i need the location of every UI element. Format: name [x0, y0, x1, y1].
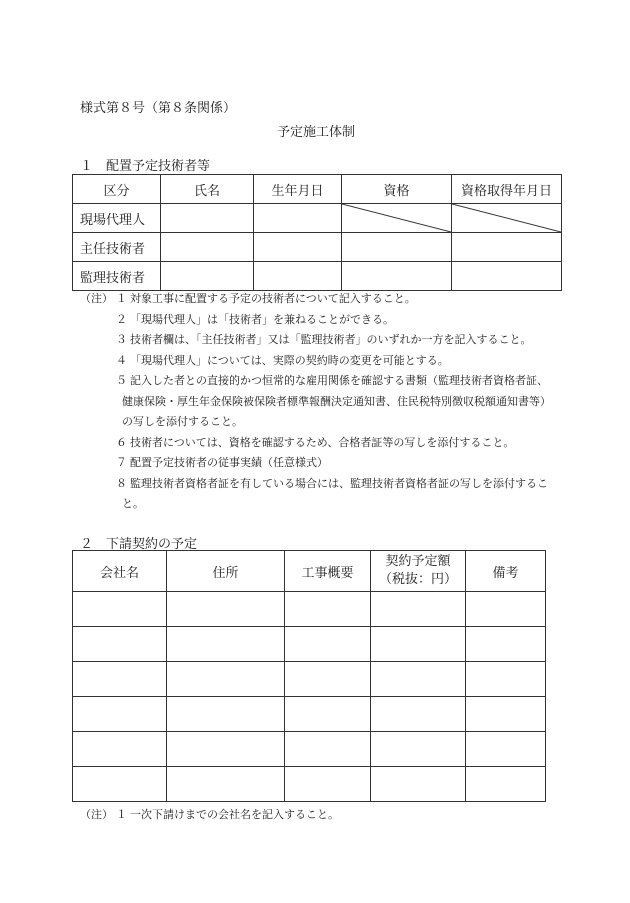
company-cell[interactable] — [73, 732, 167, 767]
amount-cell[interactable] — [371, 662, 466, 697]
name-cell[interactable] — [161, 262, 254, 291]
note-text: 「現場代理人」については、実際の契約時の変更を可能とする。 — [130, 353, 449, 367]
header-birthdate: 生年月日 — [254, 175, 342, 204]
amount-cell[interactable] — [371, 767, 466, 802]
note-number: ３ — [116, 333, 127, 346]
table-row — [73, 592, 546, 627]
table-row — [73, 204, 562, 233]
note-text: 「現場代理人」は「技術者」を兼ねることができる。 — [130, 312, 394, 326]
company-cell[interactable] — [73, 592, 167, 627]
birthdate-cell[interactable] — [254, 262, 342, 291]
section2-heading: ２ 下請契約の予定 — [80, 537, 198, 552]
note-text-continued: の写しを添付すること。 — [122, 415, 243, 428]
note-text: 技術者欄は、「主任技術者」又は「監理技術者」のいずれか一方を記入すること。 — [130, 333, 532, 346]
address-cell[interactable] — [167, 627, 285, 662]
remarks-cell[interactable] — [466, 697, 546, 732]
table-row — [73, 233, 562, 262]
document-title: 予定施工体制 — [277, 125, 356, 140]
note-number: １ — [116, 292, 127, 305]
note-text: 記入した者との直接的かつ恒常的な雇用関係を確認する書類（監理技術者資格者証、 — [130, 374, 548, 387]
note-number: ４ — [116, 353, 127, 367]
remarks-cell[interactable] — [466, 662, 546, 697]
company-cell[interactable] — [73, 697, 167, 732]
note-number: ８ — [116, 476, 127, 490]
work-summary-cell[interactable] — [285, 697, 371, 732]
amount-cell[interactable] — [371, 697, 466, 732]
header-address: 住所 — [167, 551, 285, 592]
row-label-supervising-engineer: 監理技術者 — [73, 262, 161, 291]
header-company-name: 会社名 — [73, 551, 167, 592]
notes-label: （注） — [80, 292, 113, 305]
address-cell[interactable] — [167, 662, 285, 697]
engineers-table-header — [73, 175, 562, 204]
header-qualification: 資格 — [342, 175, 452, 204]
header-category: 区分 — [73, 175, 161, 204]
table-row — [73, 627, 546, 662]
note-text: 配置予定技術者の従事実績（任意様式） — [130, 456, 328, 469]
work-summary-cell[interactable] — [285, 627, 371, 662]
work-summary-cell[interactable] — [285, 767, 371, 802]
notes-label: （注） — [80, 808, 113, 821]
work-summary-cell[interactable] — [285, 592, 371, 627]
work-summary-cell[interactable] — [285, 732, 371, 767]
diagonal-strike — [342, 204, 451, 232]
company-cell[interactable] — [73, 627, 167, 662]
section1-heading: １ 配置予定技術者等 — [80, 159, 211, 174]
table-row — [73, 662, 546, 697]
address-cell[interactable] — [167, 732, 285, 767]
name-cell[interactable] — [161, 233, 254, 262]
diagonal-strike — [452, 204, 561, 232]
engineers-table — [72, 174, 562, 291]
row-label-site-agent: 現場代理人 — [73, 204, 161, 233]
table-row — [73, 732, 546, 767]
header-name: 氏名 — [161, 175, 254, 204]
company-cell[interactable] — [73, 767, 167, 802]
note-text: 監理技術者資格者証を有している場合には、監理技術者資格者証の写しを添付するこ — [130, 476, 548, 490]
table-row — [73, 697, 546, 732]
table-row — [73, 767, 546, 802]
note-text-continued: 健康保険・厚生年金保険被保険者標準報酬決定通知書、住民税特別徴収税額通知書等） — [122, 394, 551, 408]
note-number: ６ — [116, 435, 127, 449]
qualification-date-cell[interactable] — [452, 233, 562, 262]
address-cell[interactable] — [167, 592, 285, 627]
note-text: 一次下請けまでの会社名を記入すること。 — [130, 808, 339, 821]
note-text: 対象工事に配置する予定の技術者について記入すること。 — [130, 292, 416, 305]
name-cell[interactable] — [161, 204, 254, 233]
work-summary-cell[interactable] — [285, 662, 371, 697]
note-number: ２ — [116, 312, 127, 326]
header-work-summary: 工事概要 — [285, 551, 371, 592]
note-text-continued: と。 — [122, 497, 144, 510]
birthdate-cell[interactable] — [254, 233, 342, 262]
address-cell[interactable] — [167, 697, 285, 732]
qualification-date-cell-struck — [452, 204, 562, 233]
qualification-cell[interactable] — [342, 233, 452, 262]
table-row — [73, 262, 562, 291]
company-cell[interactable] — [73, 662, 167, 697]
remarks-cell[interactable] — [466, 627, 546, 662]
qualification-cell-struck — [342, 204, 452, 233]
header-remarks: 備考 — [466, 551, 546, 592]
form-number: 様式第８号（第８条関係） — [80, 101, 237, 116]
note-number: ７ — [116, 456, 127, 469]
qualification-date-cell[interactable] — [452, 262, 562, 291]
remarks-cell[interactable] — [466, 732, 546, 767]
header-contract-amount — [371, 551, 466, 592]
header-qualification-date: 資格取得年月日 — [452, 175, 562, 204]
note-text: 技術者については、資格を確認するため、合格者証等の写しを添付すること。 — [130, 435, 515, 449]
birthdate-cell[interactable] — [254, 204, 342, 233]
remarks-cell[interactable] — [466, 592, 546, 627]
amount-cell[interactable] — [371, 592, 466, 627]
address-cell[interactable] — [167, 767, 285, 802]
amount-cell[interactable] — [371, 732, 466, 767]
remarks-cell[interactable] — [466, 767, 546, 802]
header-contract-amount-line1: 契約予定額 — [385, 554, 451, 569]
row-label-chief-engineer: 主任技術者 — [73, 233, 161, 262]
header-contract-amount-line2: （税抜：円） — [378, 572, 457, 587]
qualification-cell[interactable] — [342, 262, 452, 291]
subcontract-table — [72, 550, 546, 802]
amount-cell[interactable] — [371, 627, 466, 662]
note-number: １ — [116, 808, 127, 821]
subcontract-table-header — [73, 551, 546, 592]
note-number: ５ — [116, 374, 127, 387]
